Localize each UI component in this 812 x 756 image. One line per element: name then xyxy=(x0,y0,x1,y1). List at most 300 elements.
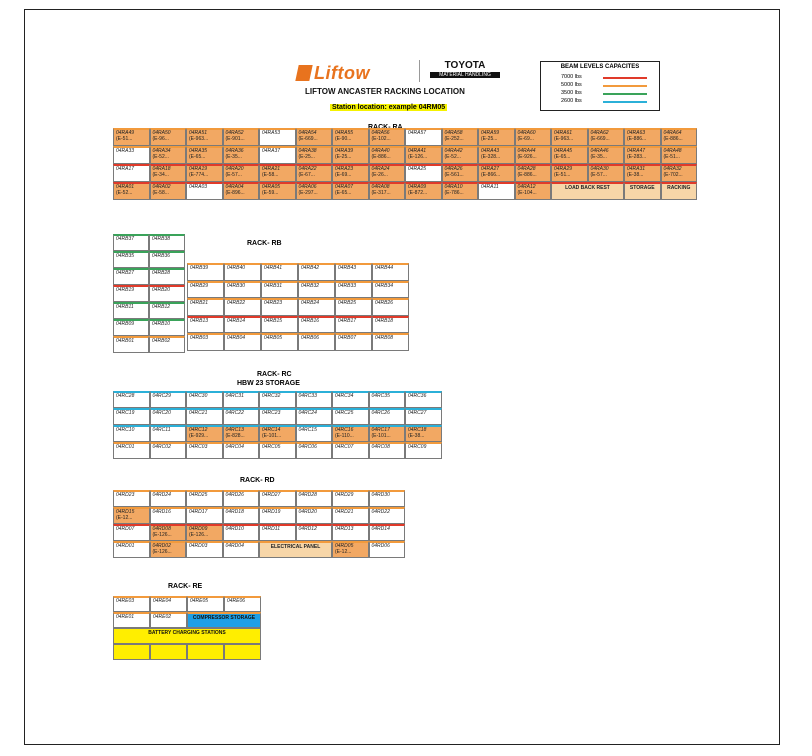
rack-location-cell xyxy=(149,302,185,319)
location-code: 04RA28 xyxy=(517,166,536,172)
legend-line-3500 xyxy=(603,93,647,95)
rack-location-cell xyxy=(298,333,335,351)
location-code: 04RA05 xyxy=(262,184,281,190)
location-stock: (E-57... xyxy=(225,172,242,178)
location-code: 04RA64 xyxy=(663,130,682,136)
rack-rc-title: RACK- RC xyxy=(257,371,292,378)
rack-location-cell xyxy=(149,251,185,268)
location-code: 04RA20 xyxy=(225,166,244,172)
rack-location-cell xyxy=(369,507,406,524)
location-code: 04RA18 xyxy=(152,166,171,172)
rack-rc-subtitle: HBW 23 STORAGE xyxy=(237,380,300,387)
rack-location-cell xyxy=(259,425,296,442)
legend-line-2600 xyxy=(603,101,647,103)
rack-location-cell xyxy=(332,408,369,425)
location-code: 04RD10 xyxy=(225,526,244,532)
rack-location-cell xyxy=(223,425,260,442)
location-code: 04RD18 xyxy=(225,509,244,515)
rack-location-cell xyxy=(150,128,187,146)
rack-location-cell xyxy=(187,263,224,281)
location-code: 04RA19 xyxy=(189,166,208,172)
location-code: 04RA02 xyxy=(152,184,171,190)
rack-location-cell xyxy=(296,408,333,425)
location-stock: (E-126... xyxy=(152,532,172,538)
location-code: 04RB11 xyxy=(116,304,134,310)
location-stock: (E-35... xyxy=(225,154,242,160)
location-stock: (E-90... xyxy=(335,136,352,142)
location-code: 04RA42 xyxy=(444,148,463,154)
liftow-logo-mark xyxy=(295,65,312,81)
location-code: 04RB17 xyxy=(338,317,357,324)
location-code: 04RA46 xyxy=(590,148,609,154)
rack-location-cell xyxy=(369,164,406,182)
location-code: 04RA12 xyxy=(517,184,536,190)
rack-location-cell xyxy=(259,490,296,507)
rack-re-title: RACK- RE xyxy=(168,583,203,590)
rack-location-cell xyxy=(259,524,296,541)
location-stock: (E-25... xyxy=(298,154,315,160)
rack-location-cell xyxy=(150,442,187,459)
location-code: 04RB36 xyxy=(152,253,171,259)
location-stock: (E-65... xyxy=(335,190,352,196)
rack-location-cell xyxy=(224,281,261,299)
location-code: 04RB02 xyxy=(152,338,171,344)
rack-location-cell xyxy=(369,442,406,459)
page-title: LIFTOW ANCASTER RACKING LOCATION xyxy=(305,87,465,96)
location-code: 04RA31 xyxy=(627,166,646,172)
location-code: 04RA10 xyxy=(444,184,463,190)
location-stock: (E-67... xyxy=(298,172,315,178)
location-code: 04RC34 xyxy=(335,393,354,399)
location-code: 04RA53 xyxy=(262,130,281,136)
rack-location-cell xyxy=(298,263,335,281)
rack-location-cell xyxy=(223,128,260,146)
location-stock: (E-561... xyxy=(444,172,464,178)
location-code: 04RA44 xyxy=(517,148,536,154)
location-code: 04RC29 xyxy=(152,393,171,399)
rack-location-cell xyxy=(551,164,588,182)
rack-location-cell xyxy=(551,182,624,200)
rack-rd-title: RACK- RD xyxy=(240,477,275,484)
rack-location-cell xyxy=(113,507,150,524)
rack-location-cell xyxy=(223,442,260,459)
location-code: 04RE01 xyxy=(116,614,135,620)
location-code: 04RC26 xyxy=(371,410,390,416)
location-stock: (E-886... xyxy=(627,136,647,142)
rack-location-cell xyxy=(149,268,185,285)
rack-location-cell xyxy=(372,333,409,351)
location-code: 04RD06 xyxy=(371,543,390,549)
battery-charging-slot xyxy=(150,644,187,660)
location-stock: (E-35... xyxy=(590,154,607,160)
location-stock: (E-926... xyxy=(517,154,537,160)
rack-location-cell xyxy=(624,182,661,200)
location-code: 04RA24 xyxy=(371,166,390,172)
location-code: 04RA58 xyxy=(444,130,463,136)
location-code: 04RA57 xyxy=(408,130,427,136)
location-code: 04RC16 xyxy=(335,427,354,433)
location-code: 04RB16 xyxy=(301,317,320,324)
location-code: 04RB30 xyxy=(227,282,246,289)
location-code: 04RA49 xyxy=(116,130,135,136)
rack-location-cell xyxy=(478,182,515,200)
location-code: 04RD15 xyxy=(116,509,135,515)
rack-location-cell xyxy=(149,234,185,251)
location-code: 04RD07 xyxy=(116,526,135,532)
location-stock: (E-12... xyxy=(335,549,352,555)
location-code: 04RB29 xyxy=(190,282,209,289)
rack-location-cell xyxy=(372,263,409,281)
location-code: 04RA17 xyxy=(116,166,135,172)
rack-location-cell xyxy=(405,425,442,442)
location-code: 04RA43 xyxy=(481,148,500,154)
rack-location-cell xyxy=(369,391,406,408)
location-code: 04RA54 xyxy=(298,130,317,136)
location-code: 04RB19 xyxy=(116,287,135,293)
location-code: 04RB09 xyxy=(116,321,135,327)
rack-location-cell xyxy=(405,128,442,146)
location-code: 04RE04 xyxy=(153,598,172,604)
rack-location-cell xyxy=(149,319,185,336)
location-stock: (E-104... xyxy=(517,190,537,196)
location-code: 04RA38 xyxy=(298,148,317,154)
rack-location-cell xyxy=(478,128,515,146)
location-stock: (E-57... xyxy=(590,172,607,178)
rack-location-cell xyxy=(624,164,661,182)
logo-separator xyxy=(419,60,420,82)
location-code: 04RC06 xyxy=(298,444,317,450)
location-code: 04RC09 xyxy=(408,444,427,450)
location-code: 04RC21 xyxy=(189,410,208,416)
rack-location-cell xyxy=(369,128,406,146)
location-code: 04RA06 xyxy=(298,184,317,190)
location-stock: (E-101... xyxy=(262,433,282,439)
rack-location-cell xyxy=(186,408,223,425)
location-stock: (E-65... xyxy=(189,154,206,160)
location-code: COMPRESSOR STORAGE xyxy=(192,615,256,621)
rack-location-cell xyxy=(113,425,150,442)
location-code: 04RA40 xyxy=(371,148,390,154)
location-code: 04RB08 xyxy=(375,335,394,341)
location-code: 04RA37 xyxy=(262,148,281,154)
rack-location-cell xyxy=(369,490,406,507)
location-code: 04RB43 xyxy=(338,265,357,271)
rack-location-cell xyxy=(332,425,369,442)
location-code: 04RC07 xyxy=(335,444,354,450)
location-code: 04RA41 xyxy=(408,148,427,154)
location-code: 04RC11 xyxy=(152,427,171,433)
location-code: 04RA51 xyxy=(189,130,208,136)
location-code: 04RD21 xyxy=(335,509,354,515)
location-code: 04RA23 xyxy=(335,166,354,172)
location-stock: (E-58... xyxy=(262,172,279,178)
rack-location-cell xyxy=(298,281,335,299)
location-code: 04RA26 xyxy=(444,166,463,172)
rack-location-cell xyxy=(551,146,588,164)
location-code: 04RB42 xyxy=(301,265,320,271)
legend-label-7000: 7000 lbs xyxy=(561,74,582,80)
rack-location-cell xyxy=(332,164,369,182)
rack-location-cell xyxy=(224,596,261,612)
rack-location-cell xyxy=(150,541,187,558)
location-code: 04RB14 xyxy=(227,317,246,324)
location-code: 04RA63 xyxy=(627,130,646,136)
location-stock: (E-786... xyxy=(444,190,464,196)
rack-location-cell xyxy=(113,336,149,353)
rack-location-cell xyxy=(113,391,150,408)
rack-location-cell xyxy=(296,507,333,524)
rack-location-cell xyxy=(478,164,515,182)
rack-location-cell xyxy=(223,391,260,408)
rack-location-cell xyxy=(372,316,409,334)
rack-location-cell xyxy=(223,524,260,541)
toyota-logo xyxy=(430,60,500,80)
location-stock: (E-52... xyxy=(444,154,461,160)
location-code: 04RA56 xyxy=(371,130,390,136)
location-code: 04RC18 xyxy=(408,427,427,433)
location-code: 04RA35 xyxy=(189,148,208,154)
rack-location-cell xyxy=(332,391,369,408)
location-code: 04RA22 xyxy=(298,166,317,172)
rack-location-cell xyxy=(113,234,149,251)
location-stock: (E-126... xyxy=(189,532,209,538)
rack-location-cell xyxy=(478,146,515,164)
rack-location-cell xyxy=(187,281,224,299)
location-code: 04RD29 xyxy=(335,492,354,498)
location-code: 04RA29 xyxy=(554,166,573,172)
rack-location-cell xyxy=(296,524,333,541)
rack-location-cell xyxy=(405,182,442,200)
location-code: 04RD26 xyxy=(225,492,244,498)
location-code: 04RC31 xyxy=(225,393,244,399)
rack-location-cell xyxy=(332,524,369,541)
location-code: 04RA30 xyxy=(590,166,609,172)
rack-location-cell xyxy=(187,333,224,351)
location-code: 04RD05 xyxy=(335,543,354,549)
rack-rb-title: RACK- RB xyxy=(247,240,282,247)
rack-location-cell xyxy=(113,146,150,164)
location-stock: (E-65... xyxy=(554,154,571,160)
location-code: 04RD12 xyxy=(298,526,317,532)
rack-location-cell xyxy=(150,408,187,425)
location-code: 04RD22 xyxy=(371,509,390,515)
rack-location-cell xyxy=(661,128,698,146)
location-code: 04RC14 xyxy=(262,427,281,433)
rack-location-cell xyxy=(296,442,333,459)
rack-location-cell xyxy=(335,298,372,316)
toyota-logo-text: TOYOTA xyxy=(444,60,486,71)
rack-location-cell xyxy=(113,319,149,336)
location-stock: (E-51... xyxy=(554,172,571,178)
location-code: 04RC33 xyxy=(298,393,317,399)
rack-location-cell xyxy=(113,524,150,541)
rack-location-cell xyxy=(261,298,298,316)
rack-location-cell xyxy=(369,408,406,425)
rack-location-cell xyxy=(296,425,333,442)
battery-charging-slot xyxy=(187,644,224,660)
location-code: 04RD24 xyxy=(152,492,171,498)
rack-location-cell xyxy=(224,333,261,351)
location-stock: (E-328... xyxy=(481,154,501,160)
rack-location-cell xyxy=(259,507,296,524)
rack-location-cell xyxy=(661,164,698,182)
location-code: 04RC10 xyxy=(116,427,135,433)
location-code: 04RC23 xyxy=(262,410,281,416)
rack-location-cell xyxy=(113,442,150,459)
location-code: 04RA21 xyxy=(262,166,281,172)
location-code: 04RD30 xyxy=(371,492,390,498)
location-code: 04RB20 xyxy=(152,287,171,293)
location-code: 04RB24 xyxy=(301,300,320,306)
location-stock: (E-101... xyxy=(371,433,391,439)
location-code: 04RC02 xyxy=(152,444,171,450)
location-code: 04RB21 xyxy=(190,300,209,306)
rack-location-cell xyxy=(223,507,260,524)
location-stock: (E-283... xyxy=(627,154,647,160)
rack-location-cell xyxy=(224,298,261,316)
location-stock: (E-34... xyxy=(152,172,169,178)
rack-location-cell xyxy=(150,507,187,524)
legend-line-5000 xyxy=(603,85,647,87)
location-stock: (E-96... xyxy=(152,136,169,142)
rack-location-cell xyxy=(296,391,333,408)
location-code: 04RB32 xyxy=(301,282,320,289)
location-code: 04RD25 xyxy=(189,492,208,498)
location-code: 04RD01 xyxy=(116,543,135,549)
rack-location-cell xyxy=(223,408,260,425)
location-code: 04RA25 xyxy=(408,166,427,172)
rack-location-cell xyxy=(335,263,372,281)
location-code: 04RA39 xyxy=(335,148,354,154)
rack-location-cell xyxy=(223,146,260,164)
location-stock: (E-901... xyxy=(225,136,245,142)
rack-location-cell xyxy=(186,128,223,146)
rack-location-cell xyxy=(332,128,369,146)
rack-location-cell xyxy=(296,490,333,507)
location-code: 04RC17 xyxy=(371,427,390,433)
rack-location-cell xyxy=(186,391,223,408)
location-code: 04RC08 xyxy=(371,444,390,450)
location-code: 04RB40 xyxy=(227,265,246,271)
location-code: 04RB06 xyxy=(301,335,320,341)
location-code: 04RB01 xyxy=(116,338,135,344)
rack-location-cell xyxy=(113,596,150,612)
rack-location-cell xyxy=(624,128,661,146)
rack-location-cell xyxy=(261,333,298,351)
location-code: 04RD14 xyxy=(371,526,390,532)
location-stock: (E-929... xyxy=(189,433,209,439)
rack-location-cell xyxy=(588,164,625,182)
rack-location-cell xyxy=(332,146,369,164)
location-code: 04RE02 xyxy=(153,614,172,620)
rack-location-cell xyxy=(259,541,332,558)
rack-location-cell xyxy=(332,490,369,507)
location-stock: (E-886... xyxy=(517,172,537,178)
location-code: 04RA52 xyxy=(225,130,244,136)
location-stock: (E-69... xyxy=(335,172,352,178)
legend-label-5000: 5000 lbs xyxy=(561,82,582,88)
location-code: 04RB44 xyxy=(375,265,394,271)
location-stock: (E-26... xyxy=(371,172,388,178)
rack-location-cell xyxy=(223,182,260,200)
rack-location-cell xyxy=(113,408,150,425)
drawing-sheet xyxy=(24,9,780,745)
rack-location-cell xyxy=(113,302,149,319)
rack-location-cell xyxy=(261,316,298,334)
battery-charging-stations xyxy=(113,628,261,644)
location-code: 04RD16 xyxy=(152,509,171,515)
location-stock: (E-126... xyxy=(408,154,428,160)
location-code: 04RA27 xyxy=(481,166,500,172)
rack-location-cell xyxy=(113,164,150,182)
rack-location-cell xyxy=(372,298,409,316)
rack-location-cell xyxy=(296,164,333,182)
rack-location-cell xyxy=(369,182,406,200)
location-code: 04RB05 xyxy=(264,335,283,341)
rack-location-cell xyxy=(150,612,187,628)
compressor-storage xyxy=(187,612,261,628)
location-code: 04RB35 xyxy=(116,253,135,259)
location-code: 04RD03 xyxy=(189,543,208,549)
location-code: 04RC27 xyxy=(408,410,427,416)
location-code: 04RC25 xyxy=(335,410,354,416)
rack-location-cell xyxy=(515,182,552,200)
location-code: 04RB04 xyxy=(227,335,246,341)
location-code: 04RD28 xyxy=(298,492,317,498)
rack-location-cell xyxy=(405,391,442,408)
rack-location-cell xyxy=(186,146,223,164)
rack-location-cell xyxy=(113,490,150,507)
rack-location-cell xyxy=(223,490,260,507)
location-code: 04RA03 xyxy=(189,184,208,190)
rack-location-cell xyxy=(113,541,150,558)
location-code: 04RA50 xyxy=(152,130,171,136)
rack-location-cell xyxy=(259,408,296,425)
legend-label-2600: 2600 lbs xyxy=(561,98,582,104)
rack-location-cell xyxy=(515,146,552,164)
rack-location-cell xyxy=(588,128,625,146)
location-code: 04RA01 xyxy=(116,184,135,190)
location-code: 04RB38 xyxy=(152,236,171,242)
location-stock: (E-51... xyxy=(116,136,133,142)
location-stock: (E-102... xyxy=(371,136,391,142)
location-stock: (E-669... xyxy=(590,136,610,142)
rack-location-cell xyxy=(335,281,372,299)
location-code: 04RB33 xyxy=(338,282,357,289)
rack-location-cell xyxy=(113,612,150,628)
rack-location-cell xyxy=(150,524,187,541)
rack-location-cell xyxy=(223,164,260,182)
location-stock: (E-25... xyxy=(335,154,352,160)
location-code: 04RA04 xyxy=(225,184,244,190)
location-code: 04RA55 xyxy=(335,130,354,136)
rack-location-cell xyxy=(442,182,479,200)
rack-location-cell xyxy=(261,263,298,281)
location-stock: (E-38... xyxy=(408,433,425,439)
rack-location-cell xyxy=(223,541,260,558)
rack-location-cell xyxy=(405,442,442,459)
rack-location-cell xyxy=(113,251,149,268)
rack-location-cell xyxy=(186,425,223,442)
location-code: 04RA62 xyxy=(590,130,609,136)
rack-location-cell xyxy=(661,182,698,200)
location-code: 04RB26 xyxy=(375,300,394,306)
location-code: 04RB22 xyxy=(227,300,246,306)
liftow-logo xyxy=(297,63,370,84)
rack-location-cell xyxy=(186,507,223,524)
rack-location-cell xyxy=(224,263,261,281)
rack-location-cell xyxy=(588,146,625,164)
